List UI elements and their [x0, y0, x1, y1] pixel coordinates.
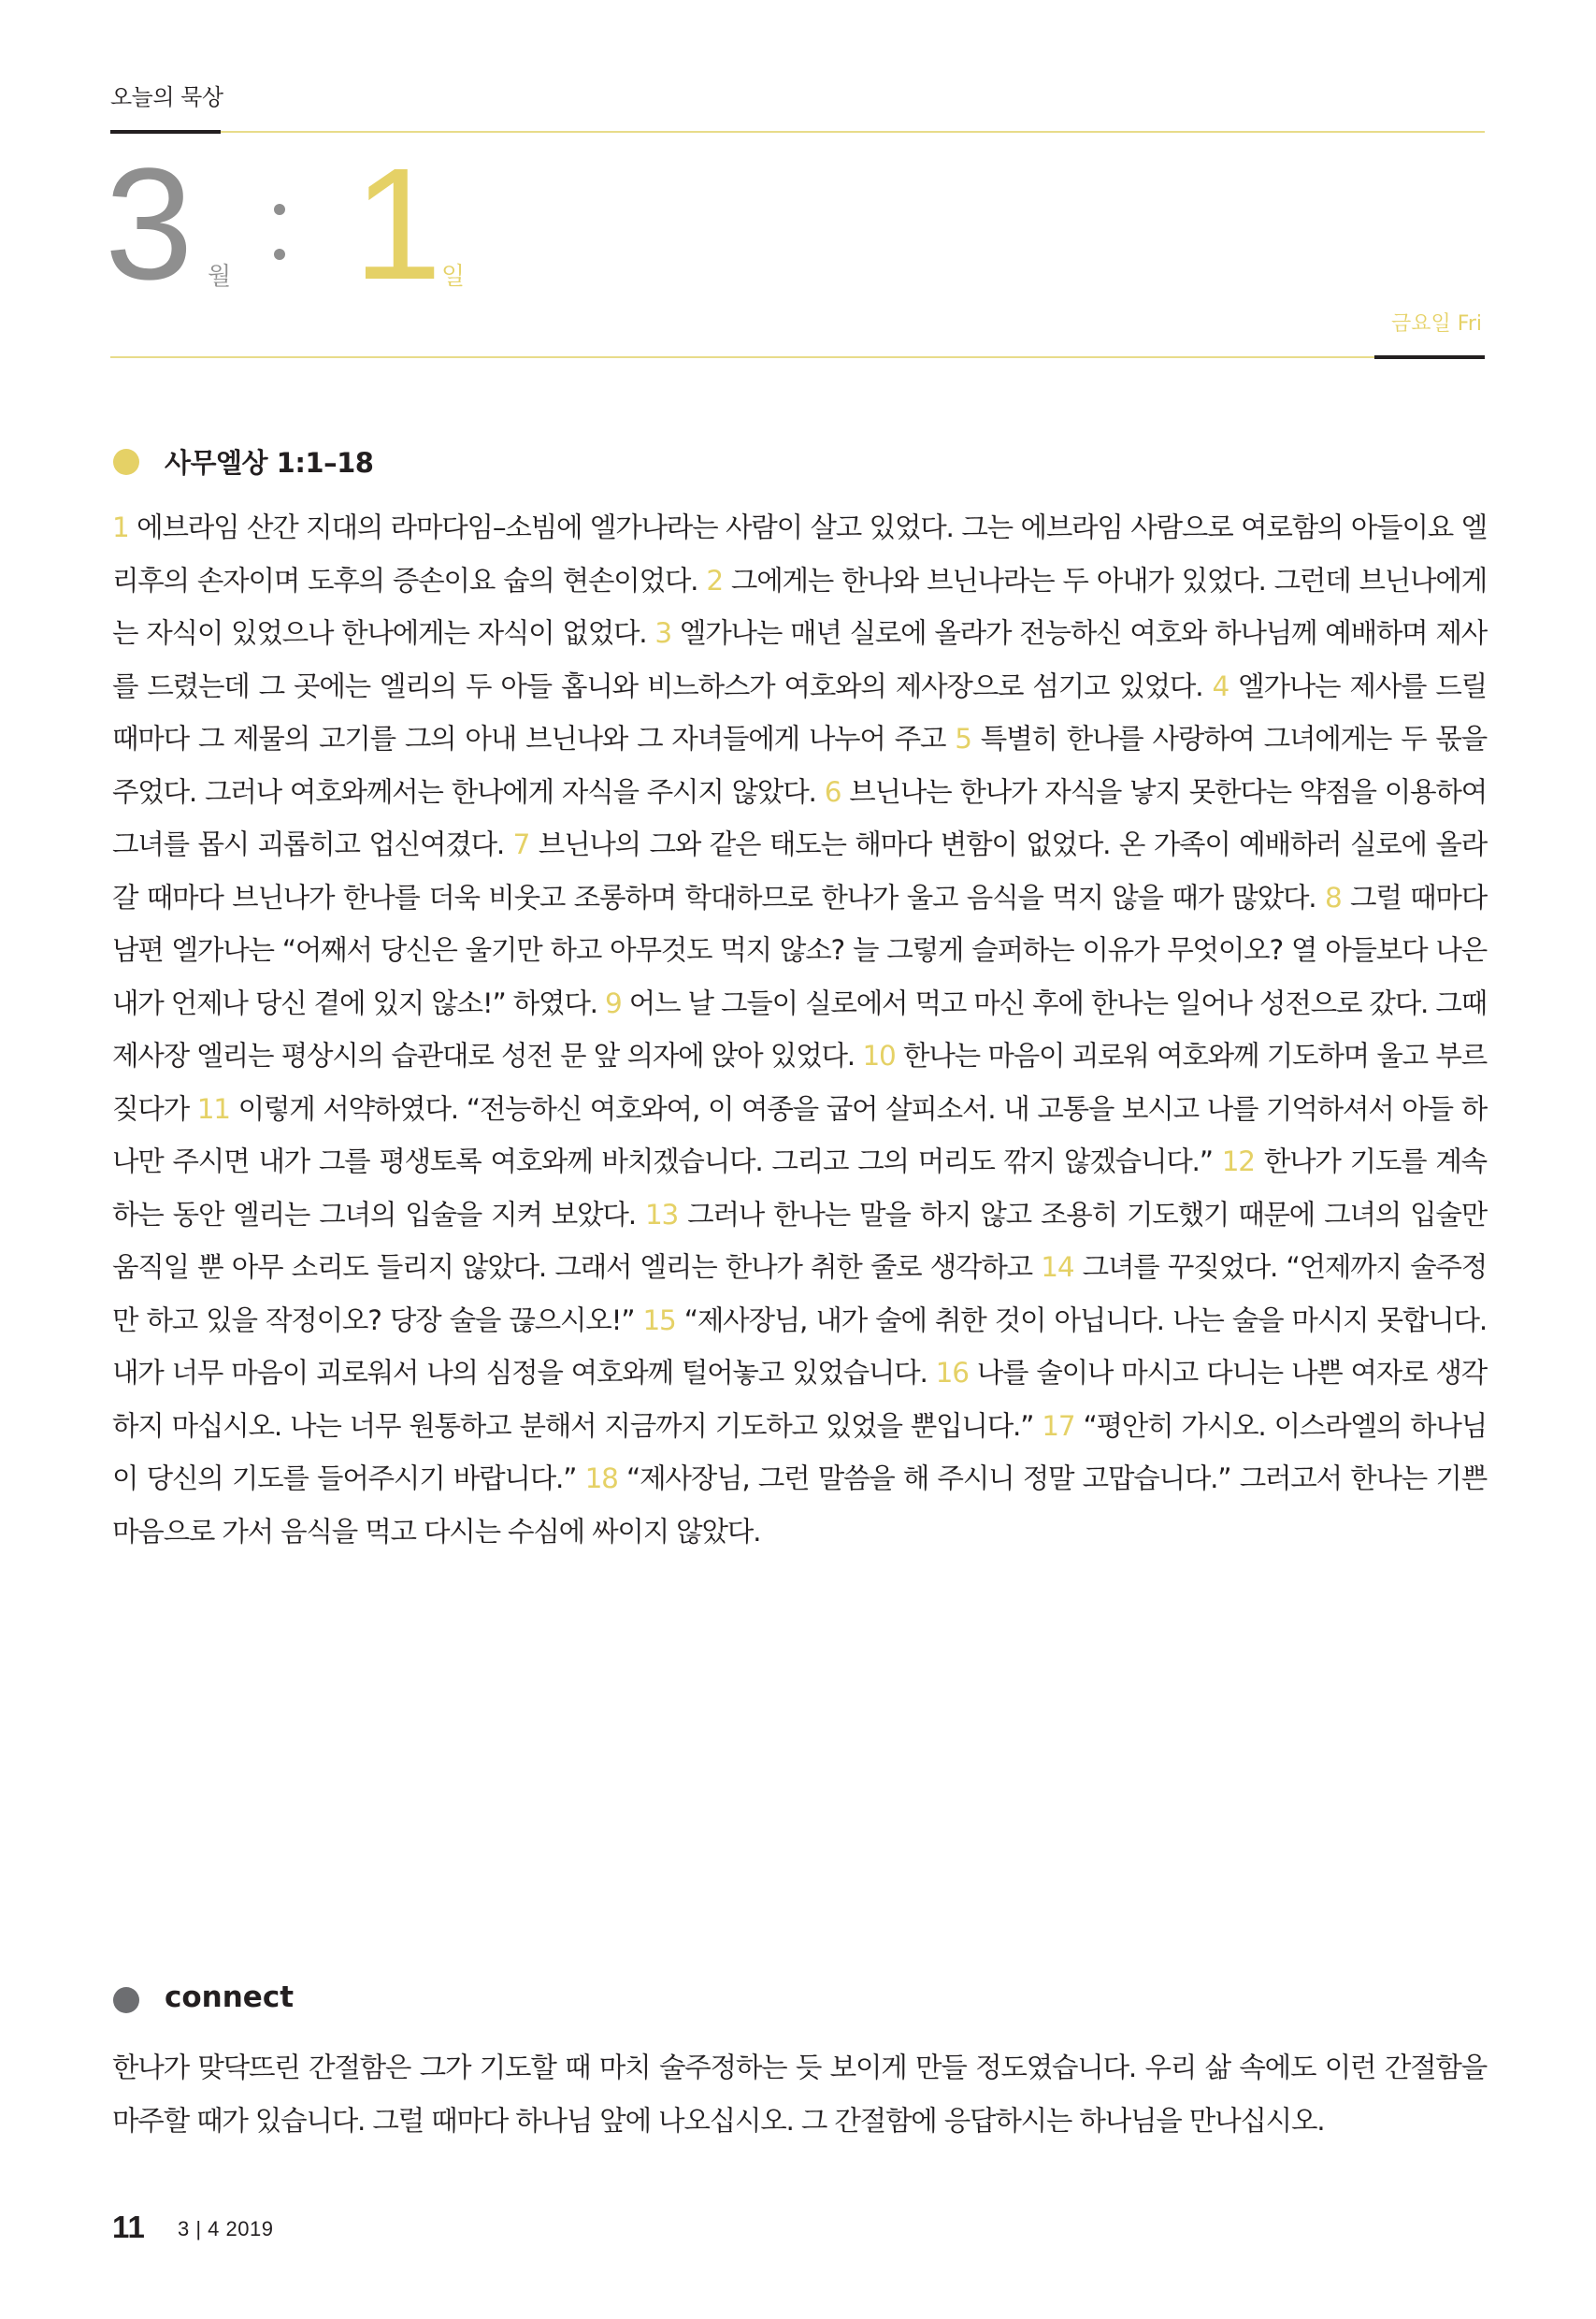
verse-text: 엘가나는 매년 실로에 올라가 전능하신 여호와 하나님께 예배하며 제사를 드렸는데 그 곳에는 엘리의 두 아들 홉니와 비느하스가 여호와의 제사장으로 섬기고 있었다.: [112, 617, 1487, 702]
day-unit: 일: [441, 263, 466, 291]
verse-text: 브닌나의 그와 같은 태도는 해마다 변함이 없었다. 온 가족이 예배하러 실로에 올라갈 때마다 브닌나가 한나를 더욱 비웃고 조롱하며 학대하므로 한나가 울고 음식을 먹지 않을 때가 많았다.: [112, 828, 1488, 914]
month-number: 3: [105, 136, 194, 313]
issue-label: 3 | 4 2019: [178, 2217, 274, 2240]
weekday-label: 금요일 Fri: [1391, 312, 1482, 336]
date-separator-dot-top: [274, 204, 285, 215]
verse-number: 1: [112, 511, 129, 543]
verse-number: 12: [1221, 1145, 1255, 1177]
verse-text: 한나는 마음이 괴로워 여호와께 기도하며 울고 부르짖다가: [112, 1040, 1488, 1125]
verse-text: 특별히 한나를 사랑하여 그녀에게는 두 몫을 주었다. 그러나 여호와께서는 한나에게 자식을 주시지 않았다.: [112, 723, 1487, 808]
header-divider: [110, 131, 1485, 133]
month-unit: 월: [208, 263, 232, 291]
scripture-bullet: [113, 449, 139, 475]
verse-text: 에브라임 산간 지대의 라마다임–소빔에 엘가나라는 사람이 살고 있었다. 그는 에브라임 사람으로 여로함의 아들이요 엘리후의 손자이며 도후의 증손이요 숩의 현손이었다.: [112, 511, 1487, 597]
verse-text: 이렇게 서약하였다. “전능하신 여호와여, 이 여종을 굽어 살피소서. 내 고통을 보시고 나를 기억하셔서 아들 하나만 주시면 내가 그를 평생토록 여호와께 바치겠습니다. 그리고 그의 머리도 깎지 않겠습니다.”: [112, 1092, 1487, 1177]
date-separator-dot-bottom: [274, 249, 285, 260]
verse-number: 15: [642, 1304, 676, 1336]
verse-text: “제사장님, 내가 술에 취한 것이 아닙니다. 나는 술을 마시지 못합니다. 내가 너무 마음이 괴로워서 나의 심정을 여호와께 털어놓고 있었습니다.: [112, 1304, 1487, 1389]
connect-text: 한나가 맞닥뜨린 간절함은 그가 기도할 때 마치 술주정하는 듯 보이게 만들 정도였습니다. 우리 삶 속에도 이런 간절함을 마주할 때가 있습니다. 그럴 때마다 하나님 앞에 나오십시오. 그 간절함에 응답하시는 하나님을 만나십시오.: [112, 2052, 1487, 2137]
verse-text: 엘가나는 제사를 드릴 때마다 그 제물의 고기를 그의 아내 브닌나와 그 자녀들에게 나누어 주고: [112, 670, 1487, 755]
page-number: 11: [112, 2210, 145, 2244]
verse-text: “제사장님, 그런 말씀을 해 주시니 정말 고맙습니다.” 그러고서 한나는 기쁜 마음으로 가서 음식을 먹고 다시는 수심에 싸이지 않았다.: [112, 1462, 1488, 1548]
day-number: 1: [353, 136, 442, 313]
scripture-text: [112, 501, 1487, 1558]
scripture-reference: 사무엘상 1:1–18: [165, 447, 374, 479]
date-divider: [110, 356, 1485, 358]
verse-text: 브닌나는 한나가 자식을 낳지 못한다는 약점을 이용하여 그녀를 몹시 괴롭히고 업신여겼다.: [112, 775, 1487, 860]
verse-number: 6: [824, 775, 841, 808]
verse-number: 8: [1324, 881, 1342, 914]
verse-number: 13: [644, 1198, 679, 1231]
verse-text: 그에게는 한나와 브닌나라는 두 아내가 있었다. 그런데 브닌나에게는 자식이 있었으나 한나에게는 자식이 없었다.: [112, 564, 1487, 649]
date-divider-accent: [1374, 355, 1485, 359]
verse-number: 7: [512, 828, 530, 860]
verse-number: 3: [654, 617, 671, 649]
verse-number: 11: [196, 1092, 230, 1125]
verse-number: 9: [605, 987, 622, 1019]
verse-number: 4: [1212, 670, 1229, 702]
verse-text: “평안히 가시오. 이스라엘의 하나님이 당신의 기도를 들어주시기 바랍니다.”: [112, 1409, 1487, 1494]
verse-text: 그럴 때마다 남편 엘가나는 “어째서 당신은 울기만 하고 아무것도 먹지 않소? 늘 그렇게 슬퍼하는 이유가 무엇이오? 열 아들보다 나은 내가 언제나 당신 곁에 있지 않소!” 하였다.: [112, 881, 1488, 1019]
verse-number: 14: [1041, 1251, 1074, 1283]
connect-heading: connect: [165, 1981, 295, 2014]
verse-number: 17: [1042, 1409, 1075, 1442]
verse-text: 한나가 기도를 계속하는 동안 엘리는 그녀의 입술을 지켜 보았다.: [112, 1145, 1487, 1231]
verse-text: 어느 날 그들이 실로에서 먹고 마신 후에 한나는 일어나 성전으로 갔다. 그때 제사장 엘리는 평상시의 습관대로 성전 문 앞 의자에 앉아 있었다.: [112, 987, 1487, 1072]
verse-text: 그러나 한나는 말을 하지 않고 조용히 기도했기 때문에 그녀의 입술만 움직일 뿐 아무 소리도 들리지 않았다. 그래서 엘리는 한나가 취한 줄로 생각하고: [112, 1198, 1488, 1283]
verse-text: 나를 술이나 마시고 다니는 나쁜 여자로 생각하지 마십시오. 나는 너무 원통하고 분해서 지금까지 기도하고 있었을 뿐입니다.”: [112, 1357, 1488, 1442]
section-label: 오늘의 묵상: [110, 84, 223, 110]
connect-bullet: [113, 1987, 139, 2013]
verse-text: 그녀를 꾸짖었다. “언제까지 술주정만 하고 있을 작정이오? 당장 술을 끊으시오!”: [112, 1251, 1487, 1336]
verse-number: 2: [706, 564, 723, 597]
verse-number: 10: [862, 1040, 896, 1072]
verse-number: 18: [584, 1462, 618, 1494]
header-divider-accent: [110, 130, 221, 134]
verse-number: 5: [955, 723, 971, 755]
verse-number: 16: [935, 1357, 969, 1389]
